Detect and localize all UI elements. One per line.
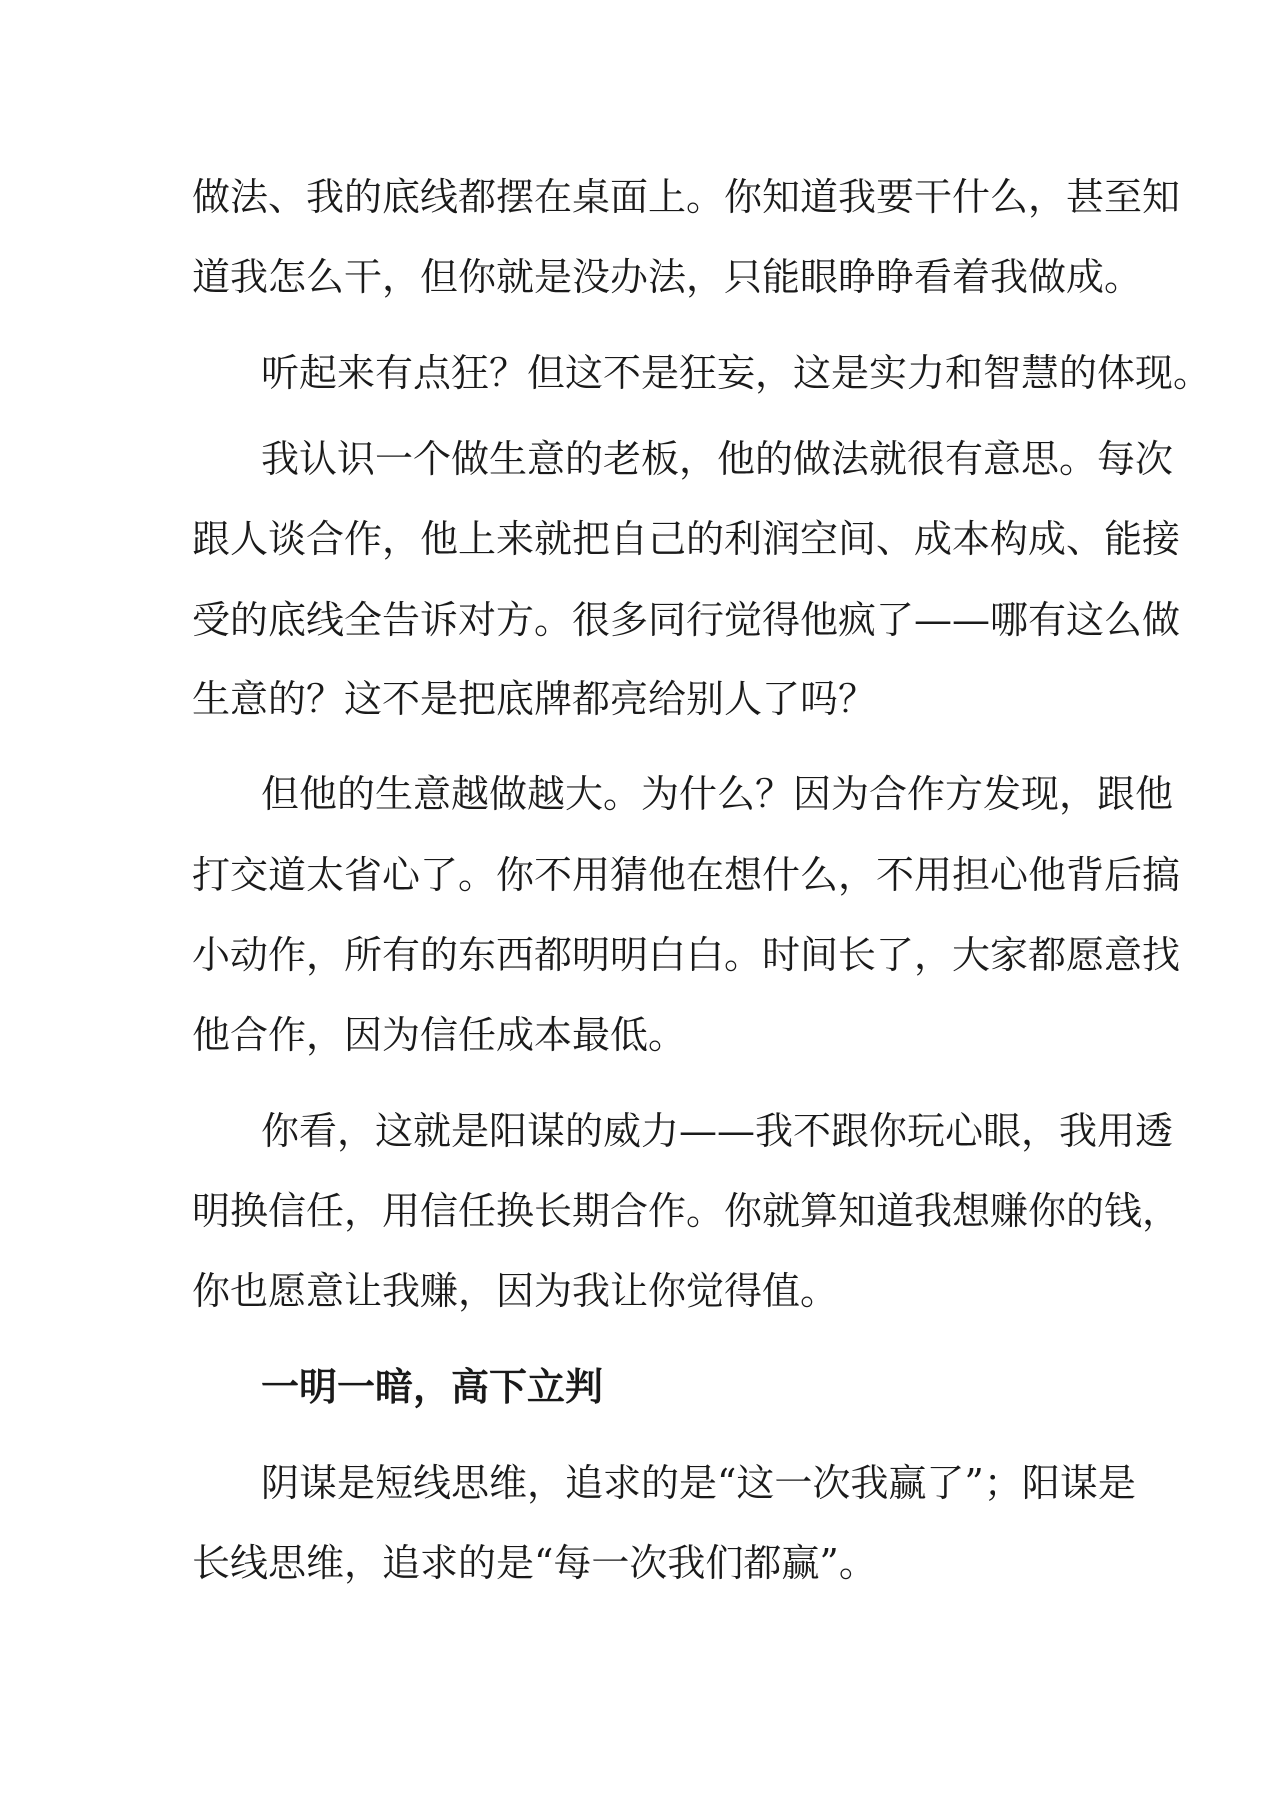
text-line: 打交道太省心了。你不用猜他在想什么，不用担心他背后搞 xyxy=(192,853,1181,897)
text-line: 受的底线全告诉对方。很多同行觉得他疯了——哪有这么做 xyxy=(192,598,1181,642)
section-heading: 一明一暗，高下立判 xyxy=(261,1364,604,1409)
text-line: 你看，这就是阳谋的威力——我不跟你玩心眼，我用透 xyxy=(261,1109,1174,1153)
text-line: 阴谋是短线思维，追求的是“这一次我赢了”；阳谋是 xyxy=(261,1461,1136,1505)
text-line: 但他的生意越做越大。为什么？因为合作方发现，跟他 xyxy=(261,772,1174,816)
text-line: 小动作，所有的东西都明明白白。时间长了，大家都愿意找 xyxy=(192,933,1181,977)
text-line: 听起来有点狂？但这不是狂妄，这是实力和智慧的体现。 xyxy=(261,351,1212,395)
text-line: 跟人谈合作，他上来就把自己的利润空间、成本构成、能接 xyxy=(192,517,1181,561)
text-line: 你也愿意让我赚，因为我让你觉得值。 xyxy=(192,1269,839,1313)
text-line: 道我怎么干，但你就是没办法，只能眼睁睁看着我做成。 xyxy=(192,255,1143,299)
text-line: 长线思维，追求的是“每一次我们都赢”。 xyxy=(192,1541,877,1585)
text-line: 明换信任，用信任换长期合作。你就算知道我想赚你的钱， xyxy=(192,1189,1181,1233)
text-line: 我认识一个做生意的老板，他的做法就很有意思。每次 xyxy=(261,437,1174,481)
text-line: 生意的？这不是把底牌都亮给别人了吗？ xyxy=(192,677,877,721)
text-line: 他合作，因为信任成本最低。 xyxy=(192,1013,687,1057)
text-line: 做法、我的底线都摆在桌面上。你知道我要干什么，甚至知 xyxy=(192,175,1181,219)
